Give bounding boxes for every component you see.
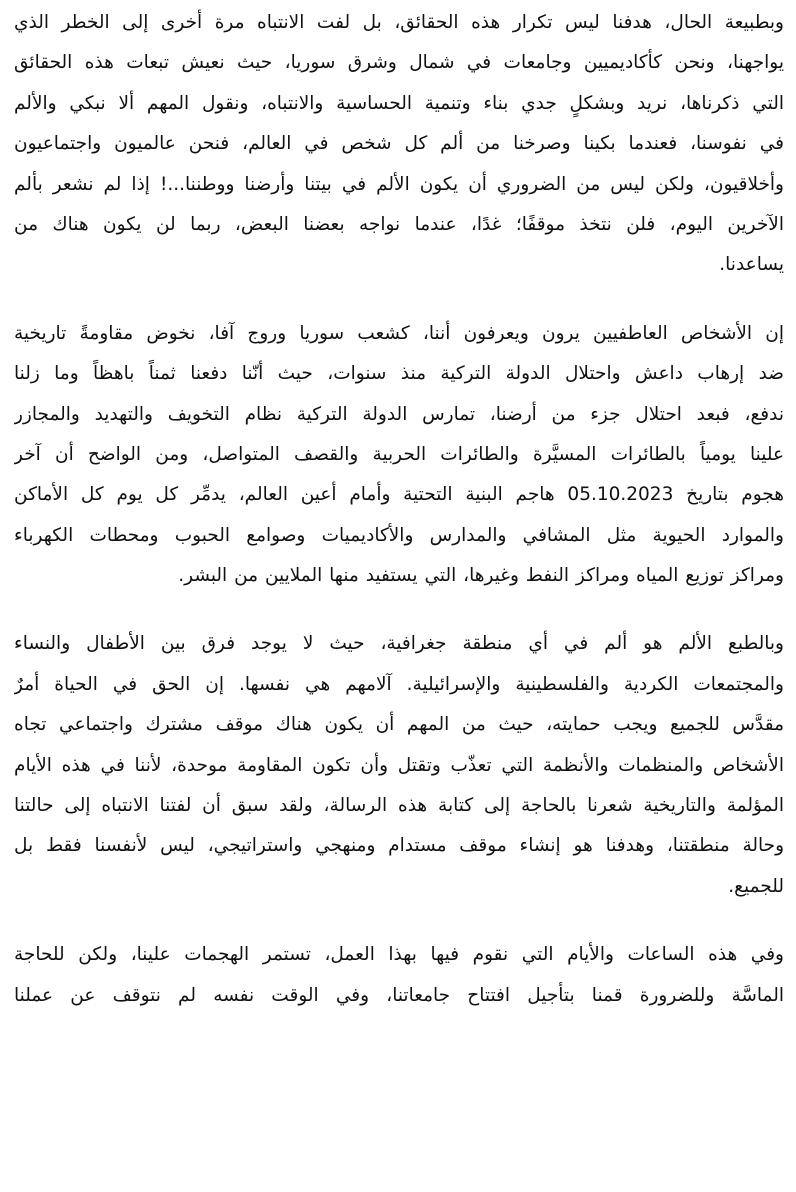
text-line: مقدَّس للجميع ويجب حمايته، حيث من المهم أن يكون هناك موقف مشترك واجتماعي تجاه: [14, 714, 784, 736]
paragraph-2: [14, 314, 784, 597]
paragraph-4: [14, 935, 784, 1016]
text-line: إن الأشخاص العاطفيين يرون ويعرفون أننا، كشعب سوريا وروج آفا، نخوض مقاومةً تاريخية: [14, 322, 784, 344]
paragraph-gap: [14, 596, 784, 624]
text-line: هجوم بتاريخ 05.10.2023 هاجم البنية التحتية وأمام أعين العالم، يدمِّر كل يوم كل الأماكن: [14, 484, 784, 506]
text-line: وفي هذه الساعات والأيام التي نقوم فيها بهذا العمل، تستمر الهجمات علينا، ولكن للحاجة: [14, 944, 784, 966]
text-line: علينا يومياً بالطائرات المسيَّرة والطائرات الحربية والقصف المتواصل، ومن الواضح أن آخر: [14, 443, 784, 465]
text-line: في نفوسنا، فعندما بكينا وصرخنا من ألم كل شخص في العالم، فنحن عالميون واجتماعيون: [14, 133, 784, 155]
text-line: التي ذكرناها، نريد وبشكلٍ جدي بناء وتنمية الحساسية والانتباه، ونقول المهم ألا نبكي والألم: [14, 92, 784, 114]
text-line: وأخلاقيون، ولكن ليس من الضروري أن يكون الألم في بيتنا وأرضنا ووطننا...! إذا لم نشعر بألم: [14, 173, 784, 195]
text-line: يساعدنا.: [719, 254, 784, 276]
text-line: الماسَّة وللضرورة قمنا بتأجيل افتتاح جامعاتنا، وفي الوقت نفسه لم نتوقف عن عملنا: [14, 984, 784, 1006]
text-line: ضد إرهاب داعش واحتلال الدولة التركية منذ سنوات، حيث أنّنا دفعنا ثمناً باهظاً وما زلنا: [14, 363, 784, 385]
paragraph-1: [14, 3, 784, 286]
text-line: للجميع.: [728, 875, 784, 897]
text-line: والموارد الحيوية مثل المشافي والمدارس والأكاديميات وصوامع الحبوب ومحطات الكهرباء: [14, 524, 784, 546]
text-line: الآخرين اليوم، فلن نتخذ موقفًا؛ غدًا، عندما نواجه بعضنا البعض، ربما لن يكون هناك من: [14, 213, 784, 235]
paragraph-3: [14, 624, 784, 907]
text-line: ومراكز توزيع المياه ومراكز النفط وغيرها، التي يستفيد منها الملايين من البشر.: [178, 565, 784, 587]
text-line: يواجهنا، ونحن كأكاديميين وجامعات في شمال وشرق سوريا، حيث نعيش تبعات هذه الحقائق: [14, 52, 784, 74]
text-line: والمجتمعات الكردية والفلسطينية والإسرائيلية. آلامهم هي نفسها. إن الحق في الحياة أمرٌ: [14, 673, 784, 695]
text-line: ندفع، فبعد احتلال جزء من أرضنا، تمارس الدولة التركية نظام التخويف والتهديد والمجازر: [14, 403, 784, 425]
text-line: وبالطبع الألم هو ألم في أي منطقة جغرافية، حيث لا يوجد فرق بين الأطفال والنساء: [14, 633, 784, 655]
text-line: الأشخاص والمنظمات والأنظمة التي تعذّب وتقتل وأن تكون المقاومة موحدة، لأننا في هذه الأيام: [14, 754, 784, 776]
text-line: وحالة منطقتنا، وهدفنا هو إنشاء موقف مستدام ومنهجي واستراتيجي، ليس لأنفسنا فقط بل: [14, 835, 784, 857]
text-line: المؤلمة والتاريخية شعرنا بالحاجة إلى كتابة هذه الرسالة، ولقد سبق أن لفتنا الانتباه إلى حالتنا: [14, 795, 784, 817]
text-line: وبطبيعة الحال، هدفنا ليس تكرار هذه الحقائق، بل لفت الانتباه مرة أخرى إلى الخطر الذي: [14, 12, 784, 33]
paragraph-gap: [14, 907, 784, 935]
paragraph-gap: [14, 286, 784, 314]
